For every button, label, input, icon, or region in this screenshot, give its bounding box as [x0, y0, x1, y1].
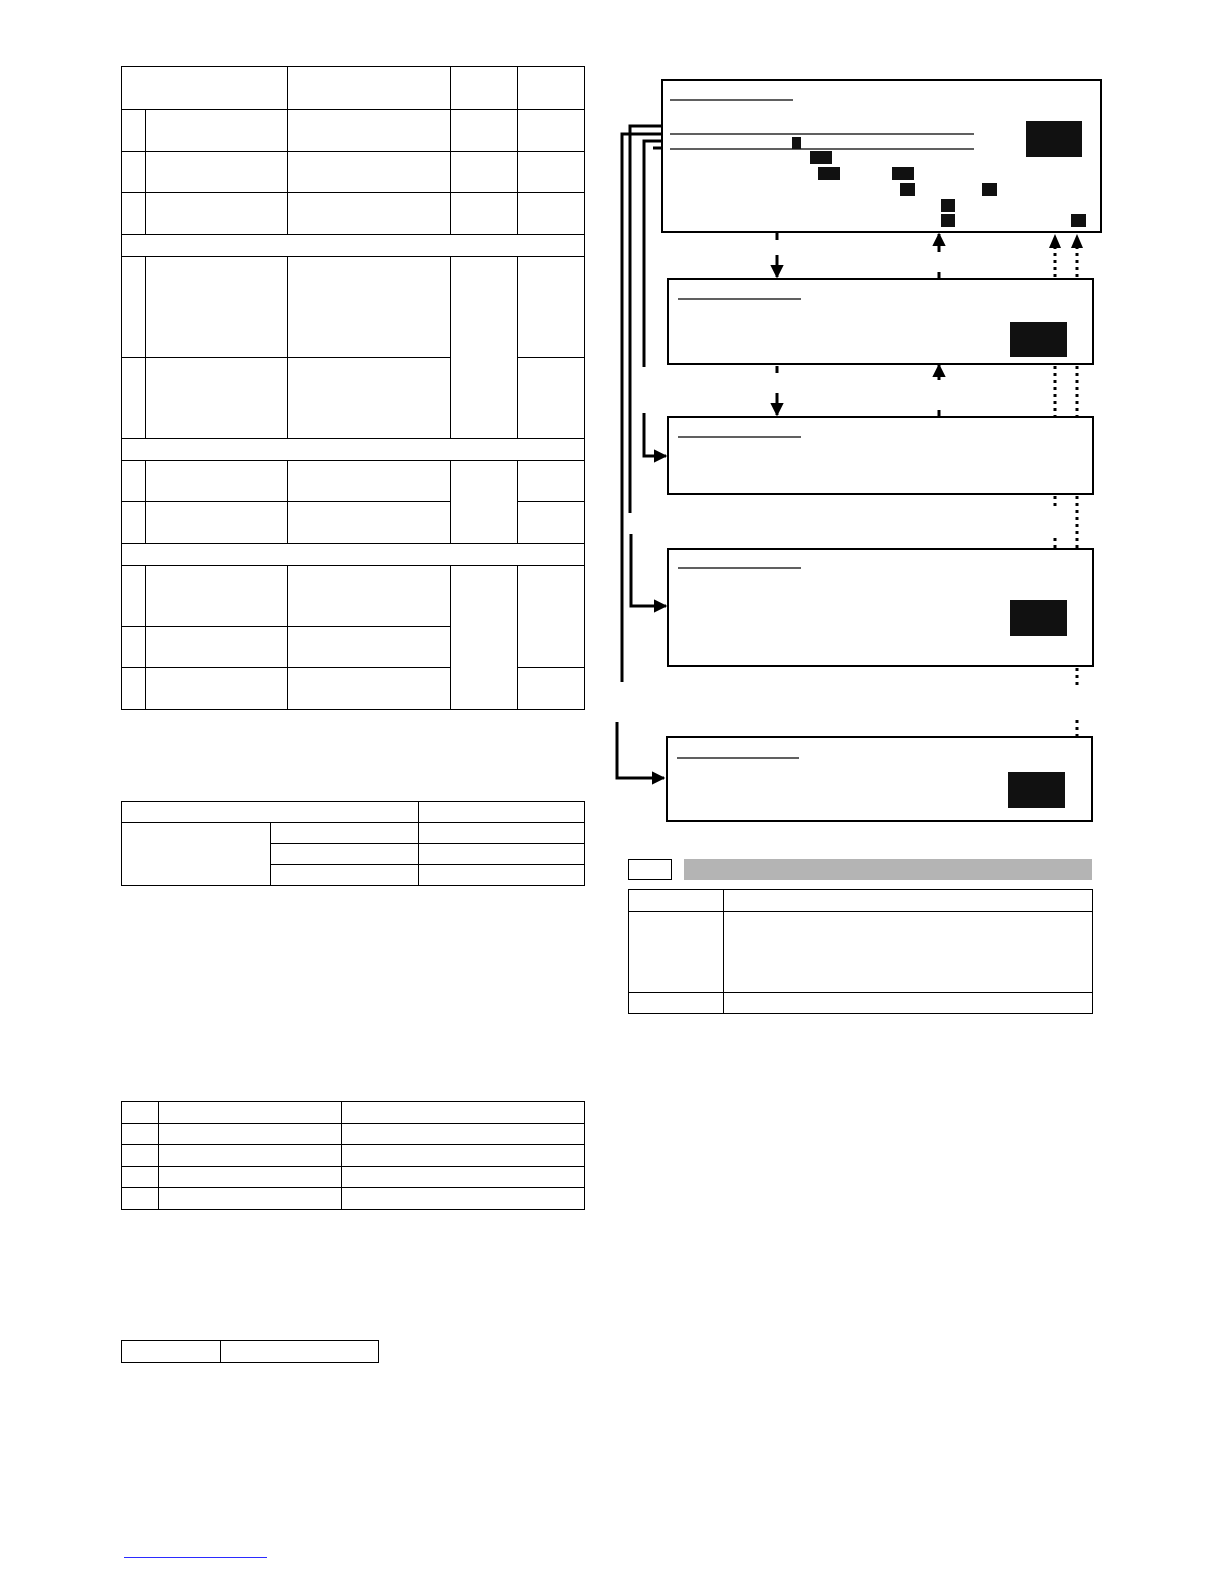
- flow-dotted-arrowheads: [1049, 234, 1083, 248]
- screen-3: [668, 417, 1093, 494]
- table-row: [629, 993, 1093, 1014]
- table-row: [629, 890, 1093, 912]
- screen-1: [662, 80, 1101, 232]
- screen-action-key: [1010, 322, 1067, 357]
- screen-action-key: [1010, 600, 1067, 636]
- flow-left-brackets: [617, 126, 666, 778]
- table-row: [629, 912, 1093, 993]
- screen-action-key: [1008, 772, 1065, 808]
- screen-2: [668, 279, 1093, 364]
- legend-table: [628, 889, 1093, 1014]
- screen-4: [668, 549, 1093, 666]
- screen-5: [667, 737, 1092, 821]
- screen-action-key: [1026, 121, 1082, 157]
- legend-title-bar: [684, 859, 1092, 880]
- legend-label-box: [628, 859, 672, 880]
